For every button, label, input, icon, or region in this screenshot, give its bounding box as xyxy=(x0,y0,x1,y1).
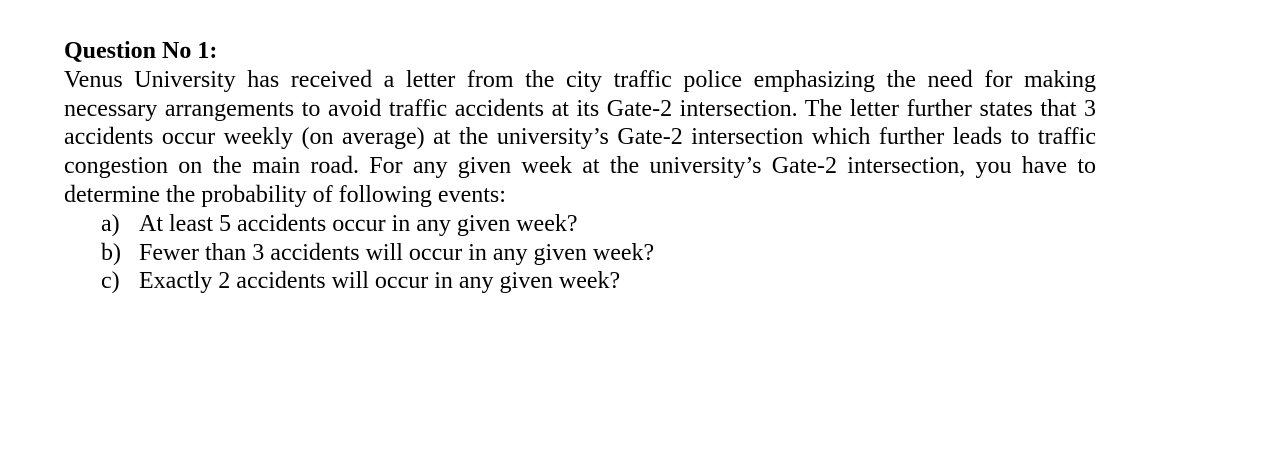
option-item-b xyxy=(64,239,1096,268)
option-marker: a) xyxy=(101,210,120,237)
option-item-a xyxy=(64,210,1096,239)
question-heading: Question No 1: xyxy=(64,38,218,64)
option-text: Exactly 2 accidents will occur in any given week? xyxy=(139,268,621,295)
option-item-c xyxy=(64,267,1096,296)
option-text: At least 5 accidents occur in any given week? xyxy=(139,210,578,237)
option-text: Fewer than 3 accidents will occur in any given week? xyxy=(139,239,655,266)
option-marker: c) xyxy=(101,268,120,295)
question-options-list xyxy=(64,210,1096,296)
question-body: Venus University has received a letter from the city traffic police emphasizing the need for making necessary arrangements to avoid traffic accidents at its Gate-2 intersection. The letter further states that 3 accidents occur weekly (on average) at the university’s Gate-2 intersection which further leads to traffic congestion on the main road. For any given week at the university’s Gate-2 intersection, you have to determine the probability of following events: xyxy=(64,66,1096,208)
option-marker: b) xyxy=(101,239,121,266)
document-page xyxy=(64,37,1096,296)
